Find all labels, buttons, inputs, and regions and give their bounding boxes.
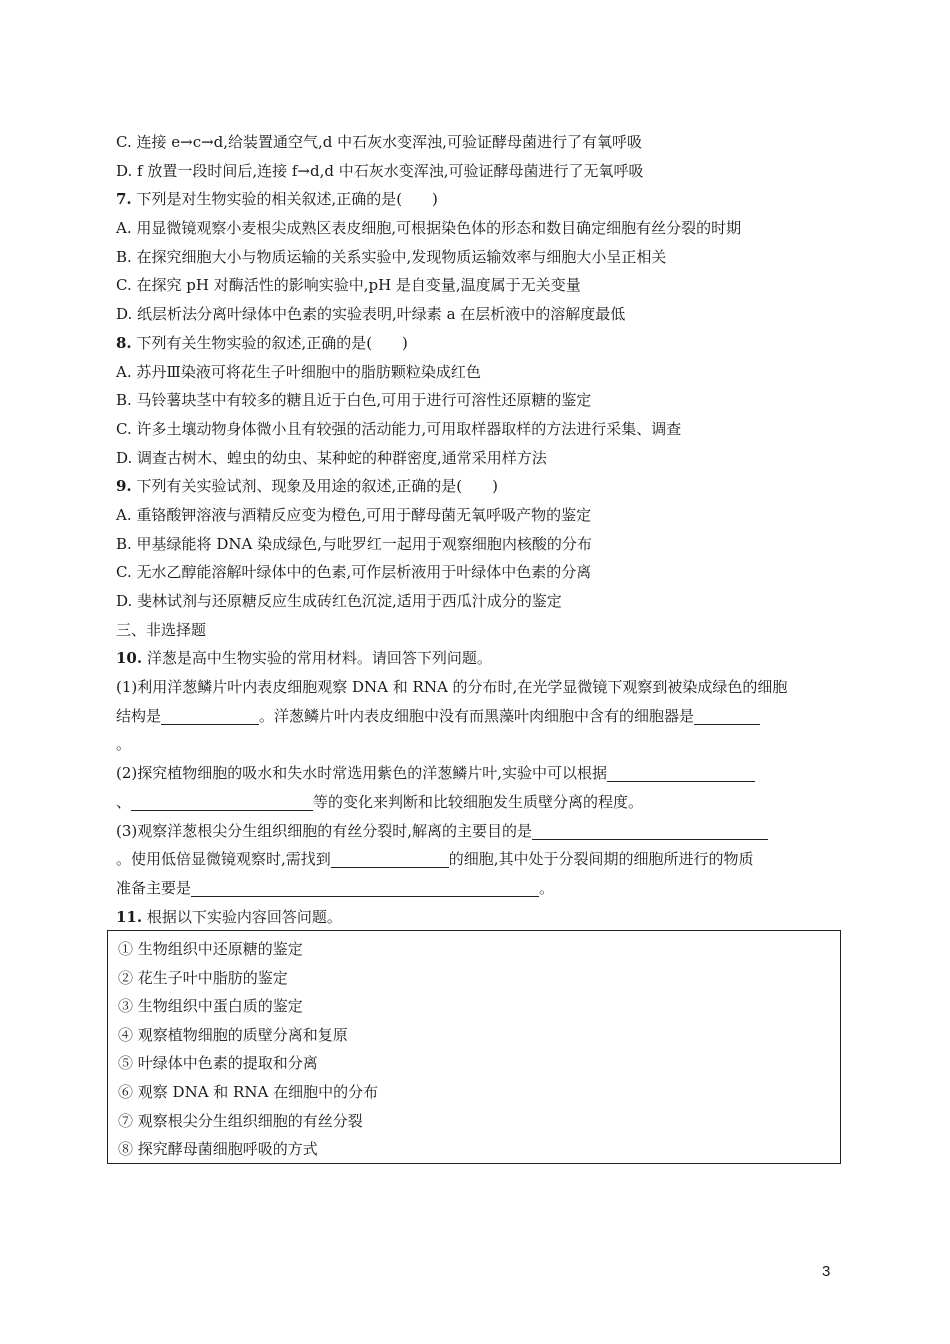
- option-line: C. 在探究 pH 对酶活性的影响实验中,pH 是自变量,温度属于无关变量: [116, 276, 581, 295]
- experiment-item: ⑦ 观察根尖分生组织细胞的有丝分裂: [118, 1111, 363, 1130]
- question-stem: 下列有关生物实验的叙述,正确的是( ): [131, 333, 408, 352]
- option-line: B. 马铃薯块茎中有较多的糖且近于白色,可用于进行可溶性还原糖的鉴定: [116, 391, 592, 410]
- option-line: D. 斐林试剂与还原糖反应生成砖红色沉淀,适用于西瓜汁成分的鉴定: [116, 592, 562, 610]
- experiment-item: ⑤ 叶绿体中色素的提取和分离: [118, 1054, 318, 1073]
- experiment-item: ① 生物组织中还原糖的鉴定: [118, 940, 303, 958]
- question-number: 8.: [116, 333, 132, 352]
- experiment-item: ⑥ 观察 DNA 和 RNA 在细胞中的分布: [118, 1082, 379, 1101]
- question-11: [116, 903, 820, 932]
- answer-blank[interactable]: [191, 878, 539, 897]
- question-stem: 根据以下实验内容回答问题。: [142, 907, 342, 926]
- question-10: [116, 644, 820, 673]
- experiment-item: ② 花生子叶中脂肪的鉴定: [118, 968, 288, 987]
- text-segment: 结构是: [116, 706, 162, 725]
- option-line: A. 重铬酸钾溶液与酒精反应变为橙色,可用于酵母菌无氧呼吸产物的鉴定: [116, 505, 592, 524]
- question-number: 11.: [116, 907, 143, 926]
- option-line: C. 许多土壤动物身体微小且有较强的活动能力,可用取样器取样的方法进行采集、调查: [116, 419, 682, 438]
- page-number: 3: [822, 1263, 831, 1280]
- subquestion-line: [116, 788, 820, 817]
- question-number: 9.: [116, 477, 132, 496]
- question-content: [116, 128, 820, 931]
- question-stem: 洋葱是高中生物实验的常用材料。请回答下列问题。: [142, 649, 492, 668]
- answer-blank[interactable]: [161, 706, 259, 725]
- text-segment: 准备主要是: [116, 878, 192, 897]
- text-segment: 、: [116, 792, 132, 811]
- subquestion-line: [116, 817, 820, 846]
- section-heading: 三、非选择题: [116, 620, 207, 639]
- subquestion-line: [116, 874, 820, 903]
- option-line: C. 无水乙醇能溶解叶绿体中的色素,可作层析液用于叶绿体中色素的分离: [116, 563, 592, 582]
- option-line: D. 调查古树木、蝗虫的幼虫、某种蛇的种群密度,通常采用样方法: [116, 448, 547, 467]
- option-line: D. 纸层析法分离叶绿体中色素的实验表明,叶绿素 a 在层析液中的溶解度最低: [116, 305, 626, 324]
- subquestion-line: [116, 845, 820, 874]
- question-9: [116, 472, 820, 501]
- subquestion-line: (1)利用洋葱鳞片叶内表皮细胞观察 DNA 和 RNA 的分布时,在光学显微镜下观察到被染成绿色的细胞: [116, 678, 788, 697]
- text-segment: (3)观察洋葱根尖分生组织细胞的有丝分裂时,解离的主要目的是: [116, 821, 533, 840]
- experiment-list-box: [107, 930, 841, 1164]
- option-line: D. f 放置一段时间后,连接 f→d,d 中石灰水变浑浊,可验证酵母菌进行了无氧呼吸: [116, 161, 644, 180]
- text-segment: (2)探究植物细胞的吸水和失水时常选用紫色的洋葱鳞片叶,实验中可以根据: [116, 764, 608, 783]
- option-line: B. 在探究细胞大小与物质运输的关系实验中,发现物质运输效率与细胞大小呈正相关: [116, 247, 667, 266]
- subquestion-line: [116, 702, 820, 731]
- question-8: [116, 329, 820, 358]
- option-line: C. 连接 e→c→d,给装置通空气,d 中石灰水变浑浊,可验证酵母菌进行了有氧呼吸: [116, 133, 642, 151]
- text-segment: 。使用低倍显微镜观察时,需找到: [116, 850, 331, 869]
- answer-blank[interactable]: [331, 849, 449, 868]
- answer-blank[interactable]: [532, 821, 768, 840]
- answer-blank[interactable]: [607, 763, 755, 782]
- option-line: B. 甲基绿能将 DNA 染成绿色,与吡罗红一起用于观察细胞内核酸的分布: [116, 534, 592, 553]
- option-line: A. 苏丹Ⅲ染液可将花生子叶细胞中的脂肪颗粒染成红色: [116, 362, 481, 381]
- answer-blank[interactable]: [694, 706, 760, 725]
- question-number: 10.: [116, 649, 143, 668]
- question-stem: 下列有关实验试剂、现象及用途的叙述,正确的是( ): [131, 477, 498, 496]
- subquestion-line: [116, 759, 820, 788]
- experiment-item: ⑧ 探究酵母菌细胞呼吸的方式: [118, 1140, 318, 1159]
- answer-blank[interactable]: [131, 792, 313, 811]
- option-line: A. 用显微镜观察小麦根尖成熟区表皮细胞,可根据染色体的形态和数目确定细胞有丝分裂的时期: [116, 219, 742, 238]
- text-segment: 。洋葱鳞片叶内表皮细胞中没有而黑藻叶肉细胞中含有的细胞器是: [259, 706, 695, 725]
- experiment-item: ③ 生物组织中蛋白质的鉴定: [118, 997, 303, 1016]
- question-7: [116, 185, 820, 214]
- question-stem: 下列是对生物实验的相关叙述,正确的是( ): [131, 190, 438, 209]
- experiment-item: ④ 观察植物细胞的质壁分离和复原: [118, 1025, 348, 1044]
- text-segment: 的细胞,其中处于分裂间期的细胞所进行的物质: [448, 850, 754, 869]
- subquestion-line: 。: [116, 735, 132, 754]
- text-segment: 。: [539, 878, 555, 897]
- text-segment: 等的变化来判断和比较细胞发生质壁分离的程度。: [313, 792, 644, 811]
- question-number: 7.: [116, 190, 132, 209]
